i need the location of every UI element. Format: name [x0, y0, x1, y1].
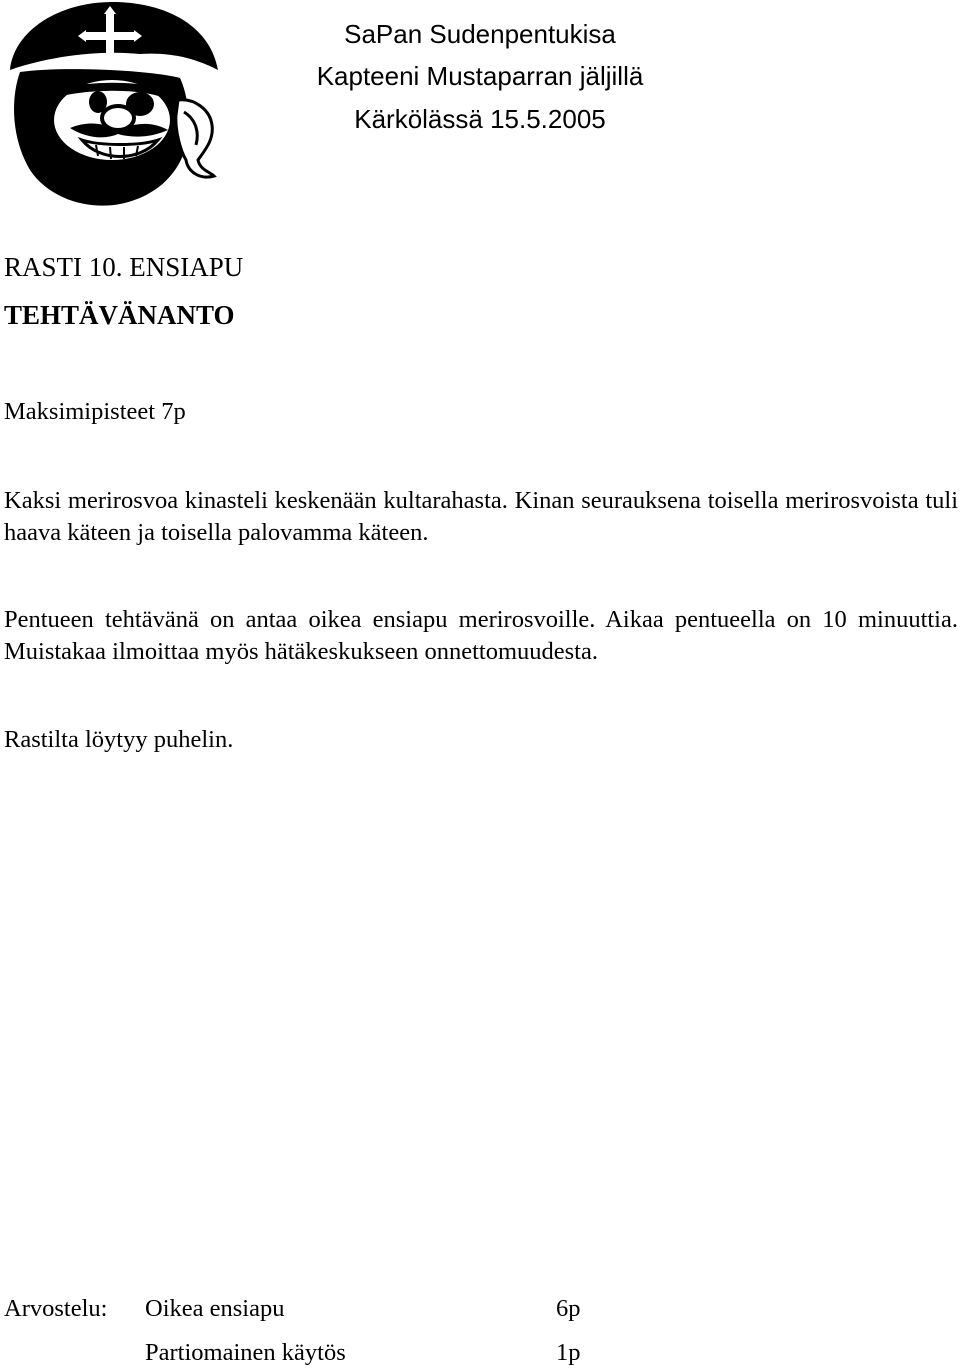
station-title: RASTI 10. ENSIAPU: [4, 252, 244, 282]
task-paragraph-1: Kaksi merirosvoa kinasteli keskenään kultarahasta. Kinan seurauksena toisella merirosvoista tuli haava käteen ja toisella palovamma käteen.: [4, 487, 958, 546]
pirate-captain-logo-icon: [0, 0, 222, 210]
header-date-location: Kärkölässä 15.5.2005: [354, 104, 606, 134]
task-paragraph-3: Rastilta löytyy puhelin.: [4, 726, 234, 753]
header-title: SaPan Sudenpentukisa: [344, 19, 616, 49]
grading-points: 6p: [556, 1295, 581, 1322]
max-points: Maksimipisteet 7p: [4, 398, 186, 425]
grading-item: Partiomainen käytös: [145, 1339, 346, 1366]
header-subtitle: Kapteeni Mustaparran jäljillä: [316, 61, 644, 91]
grading-label: Arvostelu:: [4, 1295, 108, 1322]
grading-points: 1p: [556, 1339, 581, 1366]
task-paragraph-2: Pentueen tehtävänä on antaa oikea ensiapu merirosvoille. Aikaa pentueella on 10 minuuttia. Muistakaa ilmoittaa myös hätäkeskukseen onnettomuudesta.: [4, 606, 958, 665]
task-heading: TEHTÄVÄNANTO: [4, 300, 235, 330]
grading-item: Oikea ensiapu: [145, 1295, 285, 1322]
